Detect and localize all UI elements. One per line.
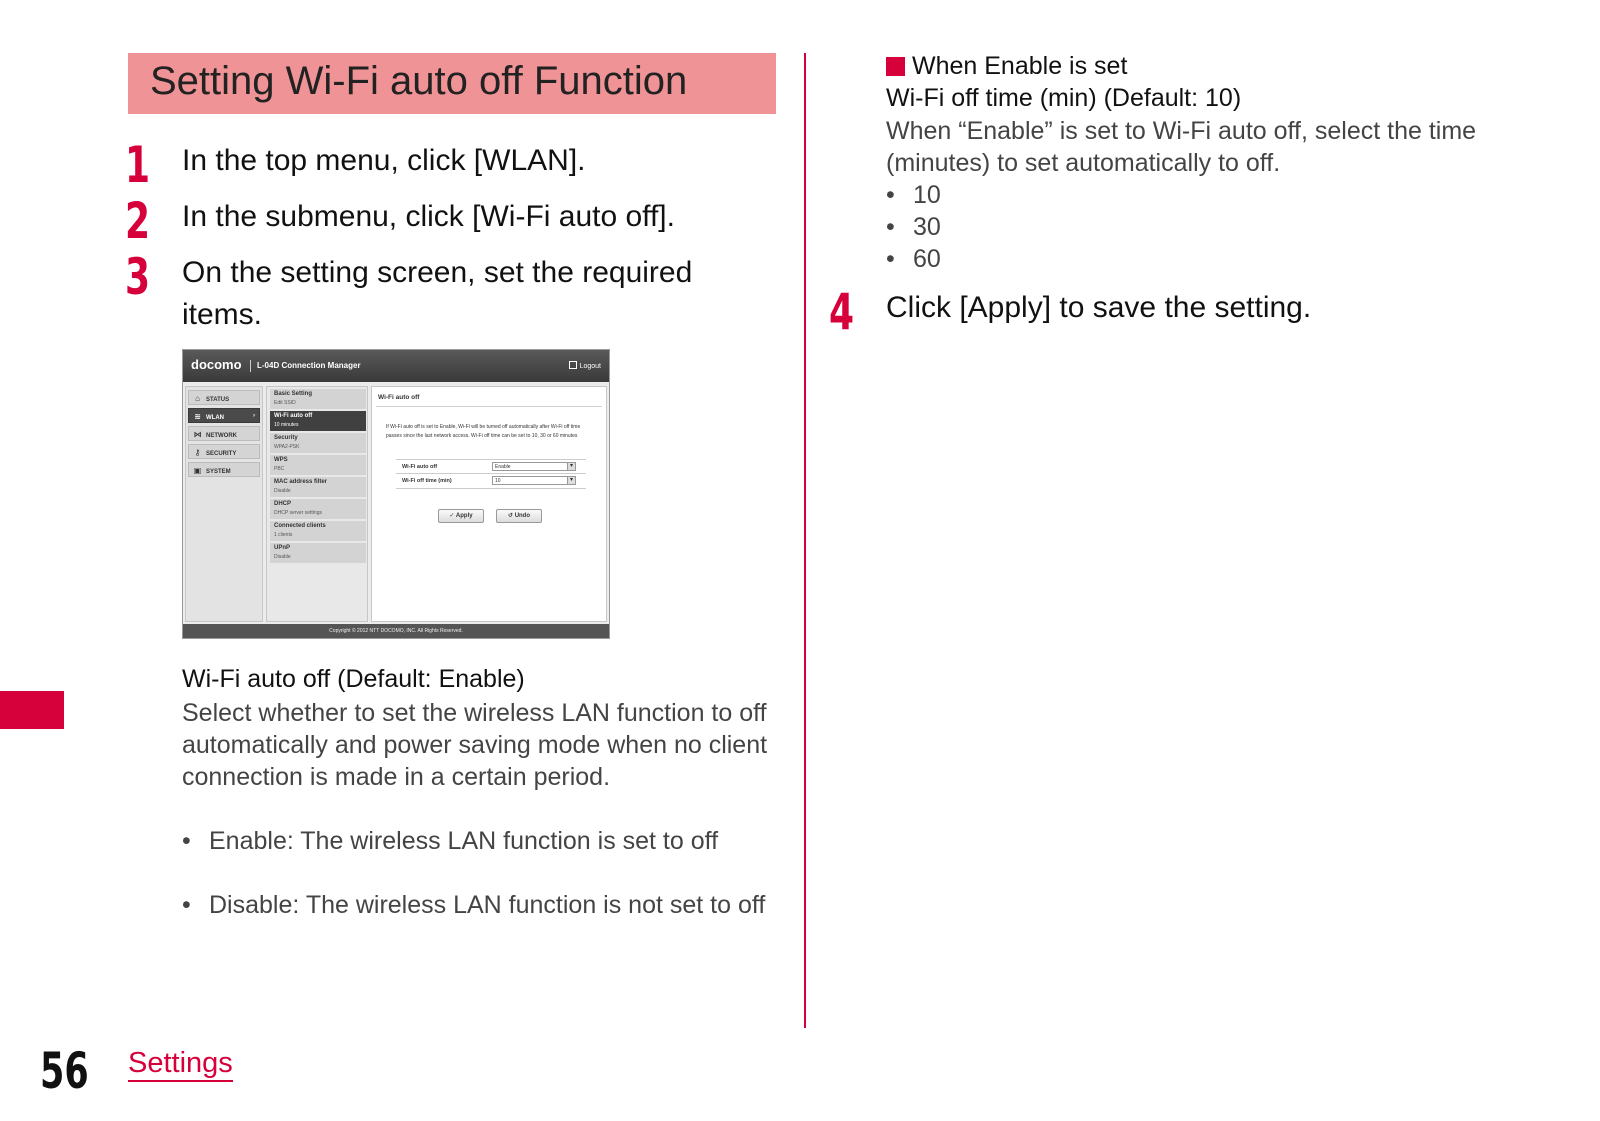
wifi-off-time-heading: Wi-Fi off time (min) (Default: 10) bbox=[886, 84, 1242, 112]
bullet-enable bbox=[182, 825, 777, 857]
panel-divider bbox=[376, 406, 602, 407]
option-text: 10 bbox=[913, 181, 941, 209]
nav-label: SECURITY bbox=[206, 451, 237, 457]
docomo-logo: docomo bbox=[191, 357, 242, 372]
nav-label: WLAN bbox=[206, 415, 224, 421]
bullet-dot: • bbox=[182, 827, 191, 855]
page-title-bar bbox=[128, 53, 776, 114]
apply-button[interactable]: ✓ Apply bbox=[438, 509, 484, 523]
key-icon: ⚷ bbox=[194, 448, 201, 457]
wifi-auto-off-heading: Wi-Fi auto off (Default: Enable) bbox=[182, 665, 525, 693]
field-wifi-auto-off bbox=[396, 459, 586, 474]
bullet-dot: • bbox=[886, 245, 895, 273]
submenu-item-wps[interactable]: WPS PBC bbox=[270, 455, 366, 475]
square-bullet-icon bbox=[886, 57, 905, 76]
nav-label: NETWORK bbox=[206, 433, 237, 439]
wifi-off-time-body: When “Enable” is set to Wi-Fi auto off, select the time (minutes) to set automatically to off. bbox=[886, 117, 1477, 177]
nav-label: STATUS bbox=[206, 397, 230, 403]
nav-item-system[interactable] bbox=[188, 462, 260, 477]
header-separator bbox=[250, 360, 251, 372]
option-60 bbox=[886, 243, 941, 275]
step-4-text: Click [Apply] to save the setting. bbox=[886, 291, 1312, 324]
wifi-auto-off-body: Select whether to set the wireless LAN function to off automatically and power saving mode when no client connection is made in a certain period. bbox=[182, 699, 768, 791]
nav-item-wlan[interactable] bbox=[188, 408, 260, 423]
field-label: Wi-Fi off time (min) bbox=[402, 478, 452, 484]
undo-button[interactable]: ↺ Undo bbox=[496, 509, 542, 523]
option-text: 30 bbox=[913, 213, 941, 241]
step-3-text: On the setting screen, set the required items. bbox=[182, 256, 693, 331]
when-enable-heading bbox=[886, 52, 1127, 81]
submenu-item-upnp[interactable]: UPnP Disable bbox=[270, 543, 366, 563]
step-4-number: 4 bbox=[829, 283, 855, 341]
option-text: 60 bbox=[913, 245, 941, 273]
step-3-number: 3 bbox=[125, 248, 151, 306]
option-30 bbox=[886, 211, 941, 243]
bullet-text: Enable: The wireless LAN function is set to off bbox=[209, 827, 719, 855]
nav-item-network[interactable] bbox=[188, 426, 260, 441]
submenu-item-dhcp[interactable]: DHCP DHCP server settings bbox=[270, 499, 366, 519]
footer-section-link[interactable]: Settings bbox=[128, 1046, 233, 1082]
submenu-item-connected-clients[interactable]: Connected clients 1 clients bbox=[270, 521, 366, 541]
step-1-number: 1 bbox=[125, 136, 151, 194]
chevron-right-icon: › bbox=[253, 413, 255, 419]
bullet-text: Disable: The wireless LAN function is not set to off bbox=[209, 891, 766, 919]
when-enable-heading-text: When Enable is set bbox=[912, 52, 1128, 80]
app-title: L-04D Connection Manager bbox=[257, 361, 361, 370]
field-wifi-off-time bbox=[396, 473, 586, 489]
option-10 bbox=[886, 179, 941, 211]
copyright: Copyright © 2012 NTT DOCOMO, INC. All Rights Reserved. bbox=[183, 624, 609, 638]
step-2-text: In the submenu, click [Wi-Fi auto off]. bbox=[182, 200, 675, 233]
submenu-item-wifi-auto-off[interactable]: Wi-Fi auto off 10 minutes bbox=[270, 411, 366, 431]
nav-item-status[interactable] bbox=[188, 390, 260, 405]
wifi-auto-off-select[interactable]: Enable ▾ bbox=[492, 462, 576, 471]
submenu-item-security[interactable]: Security WPA2-PSK bbox=[270, 433, 366, 453]
bullet-dot: • bbox=[886, 213, 895, 241]
nav-item-security[interactable] bbox=[188, 444, 260, 459]
panel-description: If Wi-Fi auto off is set to Enable, Wi-Fi will be turned off automatically after Wi-Fi off time passes since the last network access. Wi-Fi off time can be set to 10, 30 or 60 minutes bbox=[386, 424, 581, 439]
top-menu bbox=[185, 386, 263, 622]
screenshot-header bbox=[183, 350, 609, 382]
panel-title: Wi-Fi auto off bbox=[378, 394, 420, 401]
bullet-dot: • bbox=[182, 891, 191, 919]
nav-label: SYSTEM bbox=[206, 469, 231, 475]
submenu-item-mac-filter[interactable]: MAC address filter Disable bbox=[270, 477, 366, 497]
bullet-disable bbox=[182, 889, 777, 921]
page-number: 56 bbox=[40, 1042, 89, 1100]
network-icon: ⋈ bbox=[193, 430, 202, 439]
settings-panel bbox=[371, 386, 607, 622]
chapter-tab bbox=[0, 691, 64, 729]
submenu-item-basic-setting[interactable]: Basic Setting Edit SSID bbox=[270, 389, 366, 409]
page-title: Setting Wi-Fi auto off Function bbox=[150, 59, 688, 103]
wifi-off-time-select[interactable]: 10 ▾ bbox=[492, 476, 576, 485]
step-1-text: In the top menu, click [WLAN]. bbox=[182, 144, 586, 177]
submenu bbox=[266, 386, 368, 622]
bullet-dot: • bbox=[886, 181, 895, 209]
logout-link[interactable]: Logout bbox=[569, 361, 601, 370]
step-2-number: 2 bbox=[125, 192, 151, 250]
system-icon: ▣ bbox=[193, 466, 202, 475]
field-label: Wi-Fi auto off bbox=[402, 464, 438, 470]
home-icon: ⌂ bbox=[195, 394, 200, 403]
wifi-icon: ≋ bbox=[194, 412, 201, 421]
connection-manager-screenshot bbox=[182, 349, 610, 639]
column-divider bbox=[804, 53, 806, 1028]
